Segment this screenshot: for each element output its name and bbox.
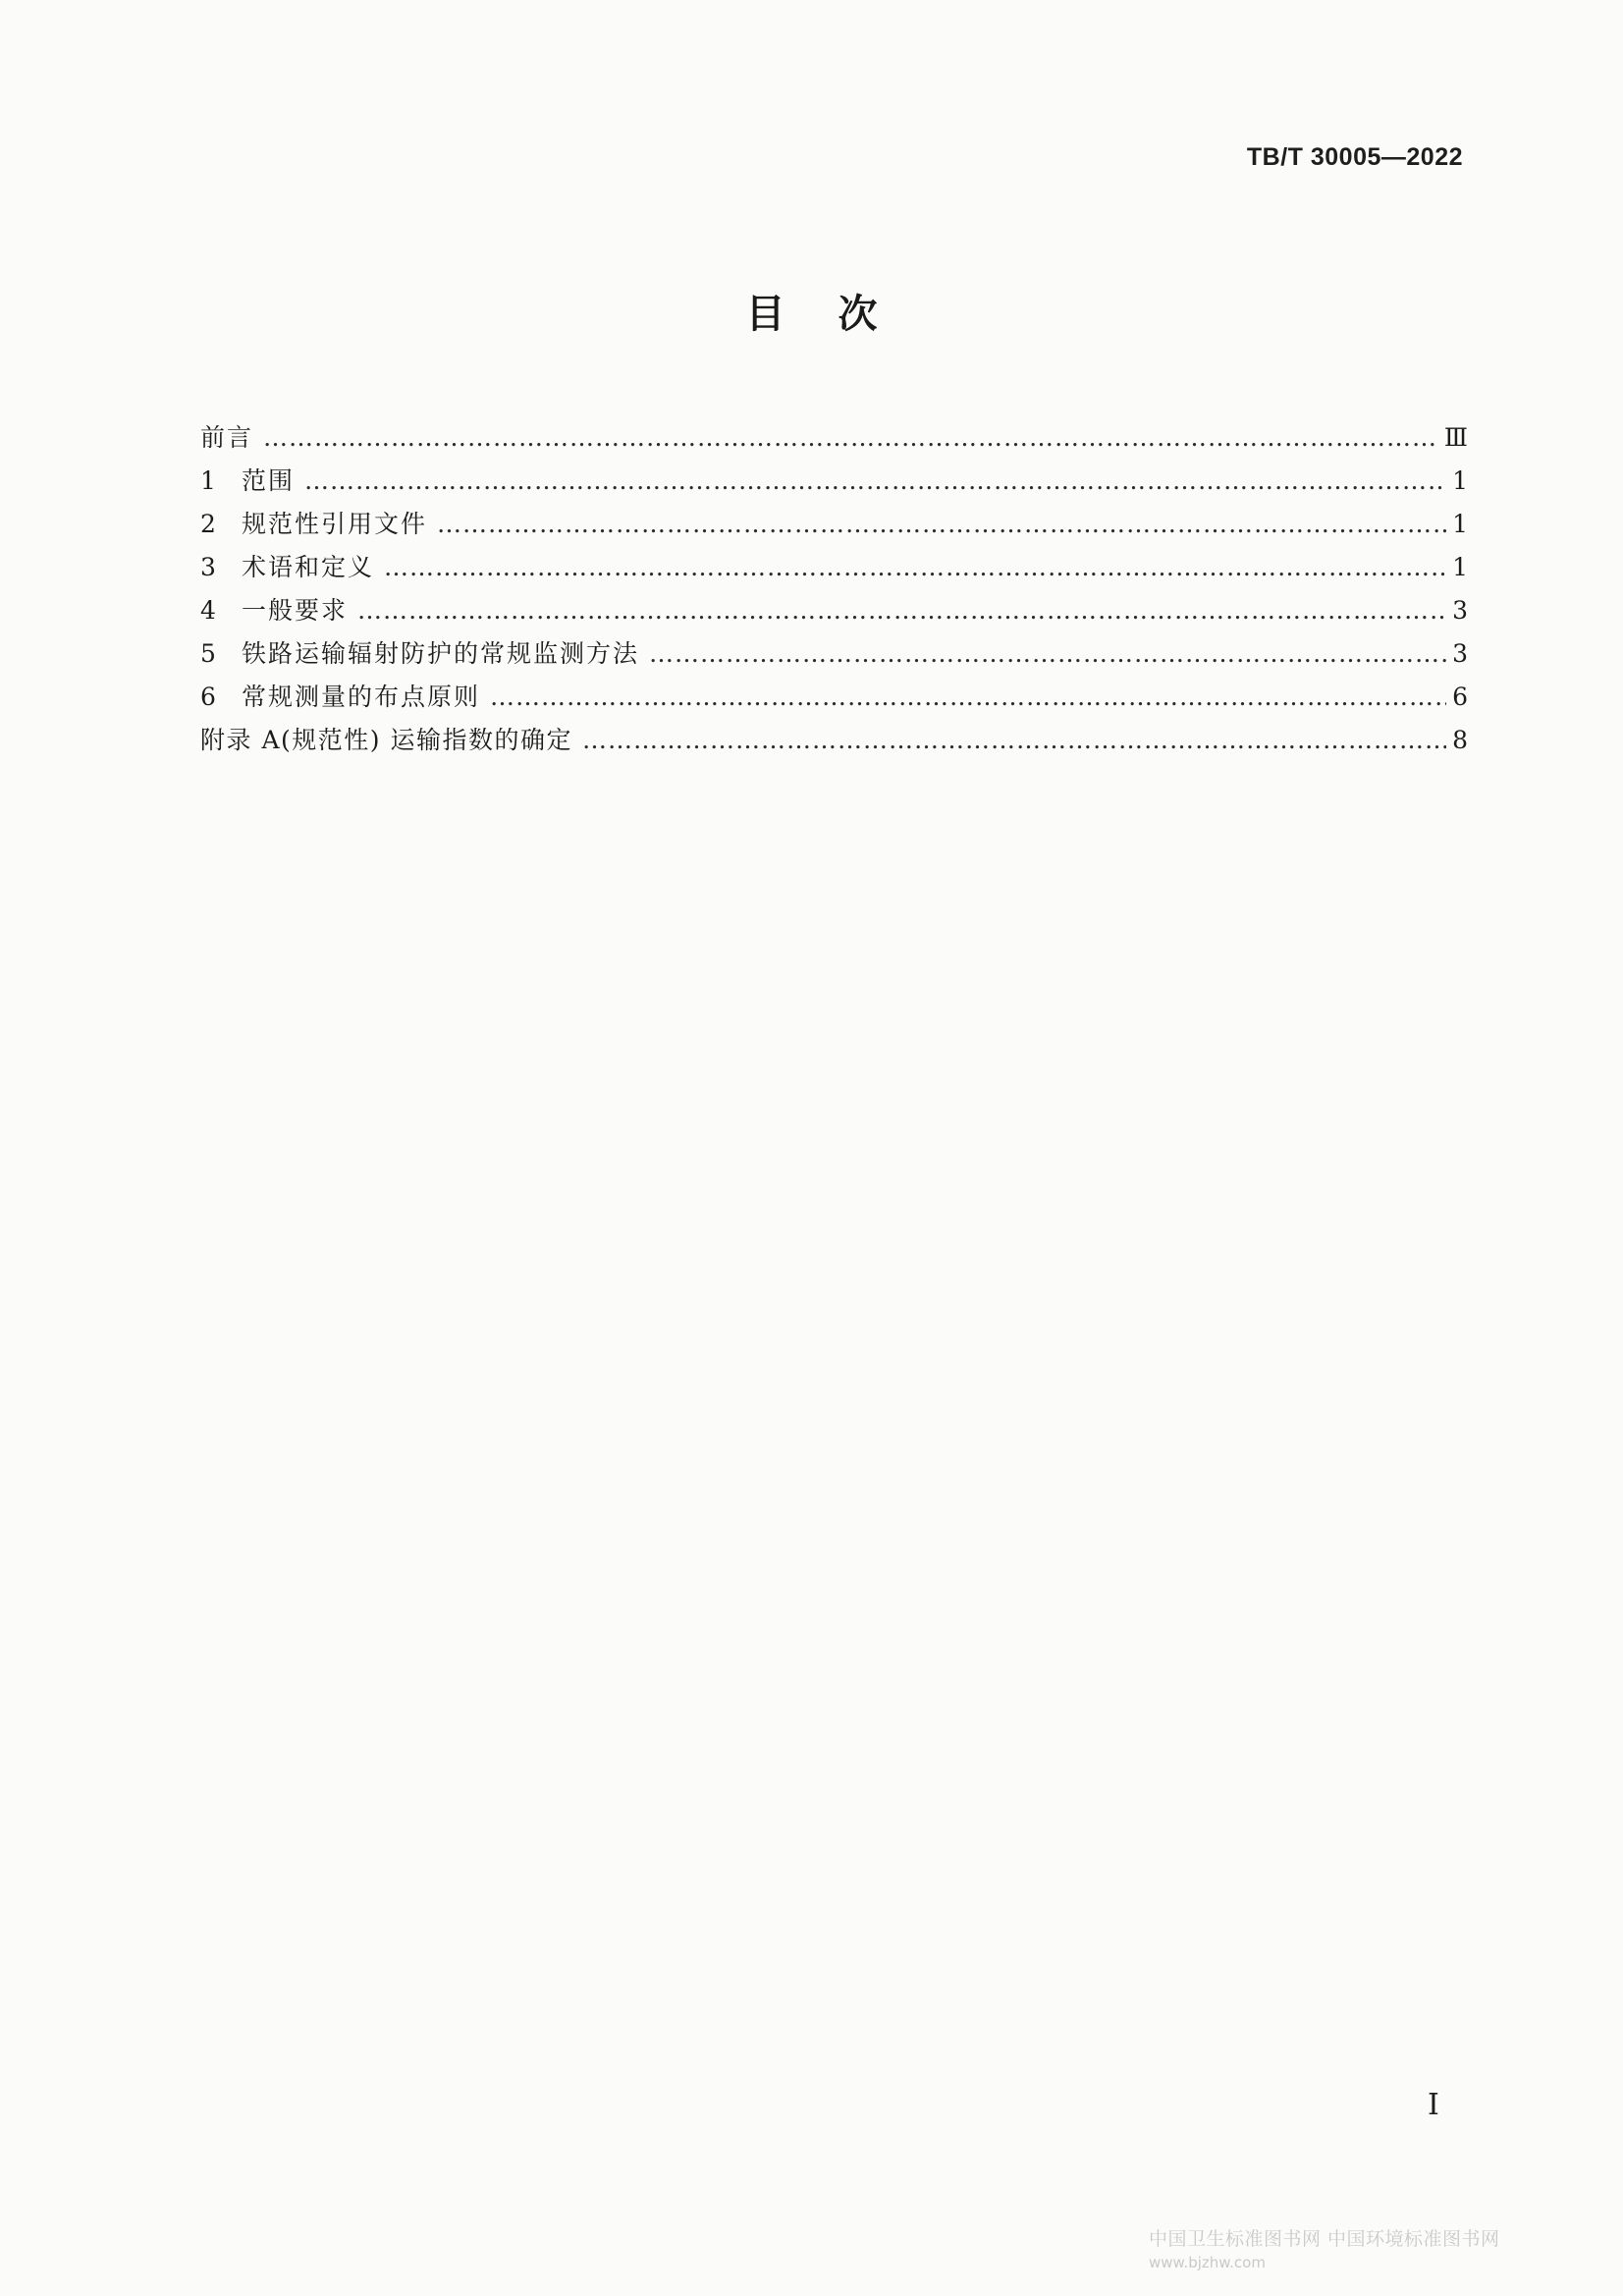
toc-entry-label: 附录 A(规范性) 运输指数的确定 bbox=[200, 726, 572, 754]
toc-leader-dots bbox=[357, 589, 1446, 632]
toc-entry-page: 8 bbox=[1452, 726, 1468, 754]
toc-entry-appendix-a[interactable] bbox=[200, 719, 1468, 762]
toc-entry-page: 1 bbox=[1452, 510, 1468, 538]
toc-entry-page: 3 bbox=[1452, 596, 1468, 625]
toc-entry-label: 前言 bbox=[200, 423, 254, 452]
toc-entry-monitoring-methods[interactable] bbox=[200, 632, 1468, 676]
toc-leader-dots bbox=[490, 676, 1446, 719]
toc-leader-dots bbox=[582, 719, 1446, 762]
table-of-contents bbox=[200, 416, 1468, 762]
page-number: I bbox=[1428, 2088, 1439, 2122]
toc-leader-dots bbox=[649, 632, 1446, 676]
watermark bbox=[1149, 2227, 1500, 2274]
toc-entry-number: 6 bbox=[200, 683, 216, 711]
toc-entry-foreword[interactable] bbox=[200, 416, 1468, 460]
watermark-text: 中国卫生标准图书网 中国环境标准图书网 bbox=[1149, 2228, 1500, 2250]
toc-entry-label: 铁路运输辐射防护的常规监测方法 bbox=[242, 639, 640, 668]
toc-entry-label: 常规测量的布点原则 bbox=[242, 683, 481, 711]
toc-entry-terms-definitions[interactable] bbox=[200, 546, 1468, 589]
toc-entry-label: 范围 bbox=[242, 466, 296, 495]
toc-entry-number: 1 bbox=[200, 466, 216, 495]
toc-entry-label: 一般要求 bbox=[242, 596, 349, 625]
toc-entry-label: 规范性引用文件 bbox=[242, 510, 428, 538]
watermark-url: www.bjzhw.com bbox=[1149, 2254, 1266, 2271]
toc-entry-page: Ⅲ bbox=[1443, 423, 1468, 452]
toc-entry-number: 4 bbox=[200, 596, 216, 625]
toc-entry-normative-references[interactable] bbox=[200, 503, 1468, 546]
standard-code: TB/T 30005—2022 bbox=[1246, 143, 1463, 171]
toc-leader-dots bbox=[263, 416, 1438, 460]
toc-entry-page: 1 bbox=[1452, 553, 1468, 581]
toc-entry-scope[interactable] bbox=[200, 460, 1468, 503]
toc-entry-page: 3 bbox=[1452, 639, 1468, 668]
toc-entry-page: 1 bbox=[1452, 466, 1468, 495]
toc-entry-measurement-layout[interactable] bbox=[200, 676, 1468, 719]
toc-entry-label: 术语和定义 bbox=[242, 553, 375, 581]
toc-leader-dots bbox=[304, 460, 1446, 503]
toc-leader-dots bbox=[384, 546, 1446, 589]
toc-entry-number: 3 bbox=[200, 553, 216, 581]
toc-leader-dots bbox=[437, 503, 1446, 546]
toc-entry-number: 5 bbox=[200, 639, 216, 668]
page-title: 目次 bbox=[745, 292, 931, 337]
toc-entry-general-requirements[interactable] bbox=[200, 589, 1468, 632]
toc-entry-number: 2 bbox=[200, 510, 216, 538]
toc-entry-page: 6 bbox=[1452, 683, 1468, 711]
